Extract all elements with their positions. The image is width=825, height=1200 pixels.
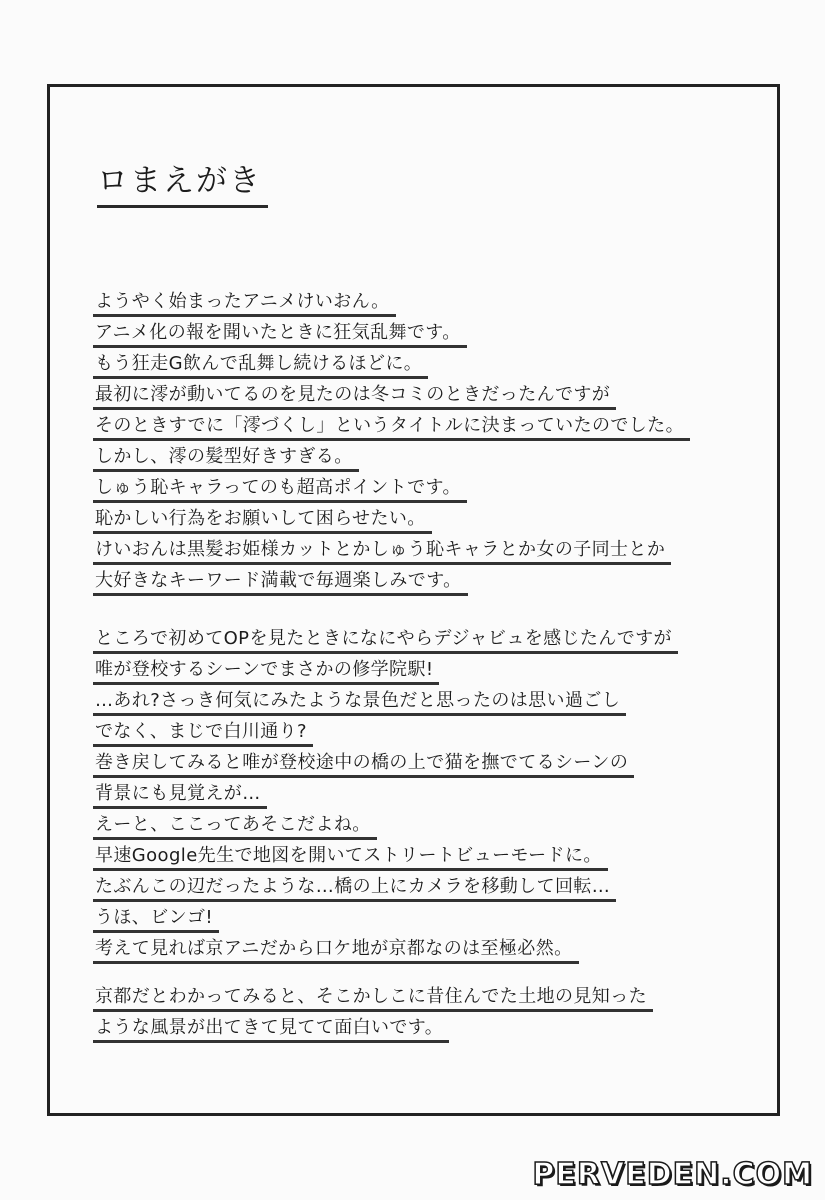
- text-line: たぶんこの辺だったような…橋の上にカメラを移動して回転…: [93, 875, 616, 902]
- text-line: 恥かしい行為をお願いして困らせたい。: [93, 507, 432, 534]
- text-line: しゅう恥キャラってのも超高ポイントです。: [93, 476, 467, 503]
- text-line: アニメ化の報を聞いたときに狂気乱舞です。: [93, 321, 467, 348]
- text-line: 考えて見れば京アニだから口ケ地が京都なのは至極必然。: [93, 937, 579, 964]
- paragraph: [93, 627, 678, 968]
- text-line: けいおんは黒髪お姫様カットとかしゅう恥キャラとか女の子同士とか: [93, 538, 671, 565]
- text-line: 大好きなキーワード満載で毎週楽しみです。: [93, 569, 468, 596]
- text-line: ような風景が出てきて見てて面白いです。: [93, 1016, 449, 1043]
- text-line: 巻き戻してみると唯が登校途中の橋の上で猫を撫でてるシーンの: [93, 751, 634, 778]
- text-line: 背景にも見覚えが…: [93, 782, 267, 809]
- text-line: 京都だとわかってみると、そこかしこに昔住んでた土地の見知った: [93, 985, 653, 1012]
- paragraph: [93, 985, 653, 1047]
- text-line: えーと、ここってあそこだよね。: [93, 813, 377, 840]
- text-line: 最初に澪が動いてるのを見たのは冬コミのときだったんですが: [93, 383, 616, 410]
- text-line: 唯が登校するシーンでまさかの修学院駅!: [93, 658, 439, 685]
- text-line: うほ、ビンゴ!: [93, 906, 219, 933]
- text-line: しかし、澪の髪型好きすぎる。: [93, 445, 359, 472]
- text-line: …あれ?さっき何気にみたような景色だと思ったのは思い過ごし: [93, 689, 626, 716]
- text-line: 早速Google先生で地図を開いてストリートビューモードに。: [93, 844, 608, 871]
- text-line: そのときすでに「澪づくし」というタイトルに決まっていたのでした。: [93, 414, 690, 441]
- text-line: でなく、まじで白川通り?: [93, 720, 313, 747]
- text-line: ようやく始まったアニメけいおん。: [93, 290, 396, 317]
- site-watermark: PERVEDEN.COM: [532, 1157, 813, 1192]
- paragraph: [93, 290, 690, 600]
- text-line: ところで初めてOPを見たときになにやらデジャビュを感じたんですが: [93, 627, 678, 654]
- text-line: もう狂走G飲んで乱舞し続けるほどに。: [93, 352, 428, 379]
- page-title: ロまえがき: [97, 163, 268, 208]
